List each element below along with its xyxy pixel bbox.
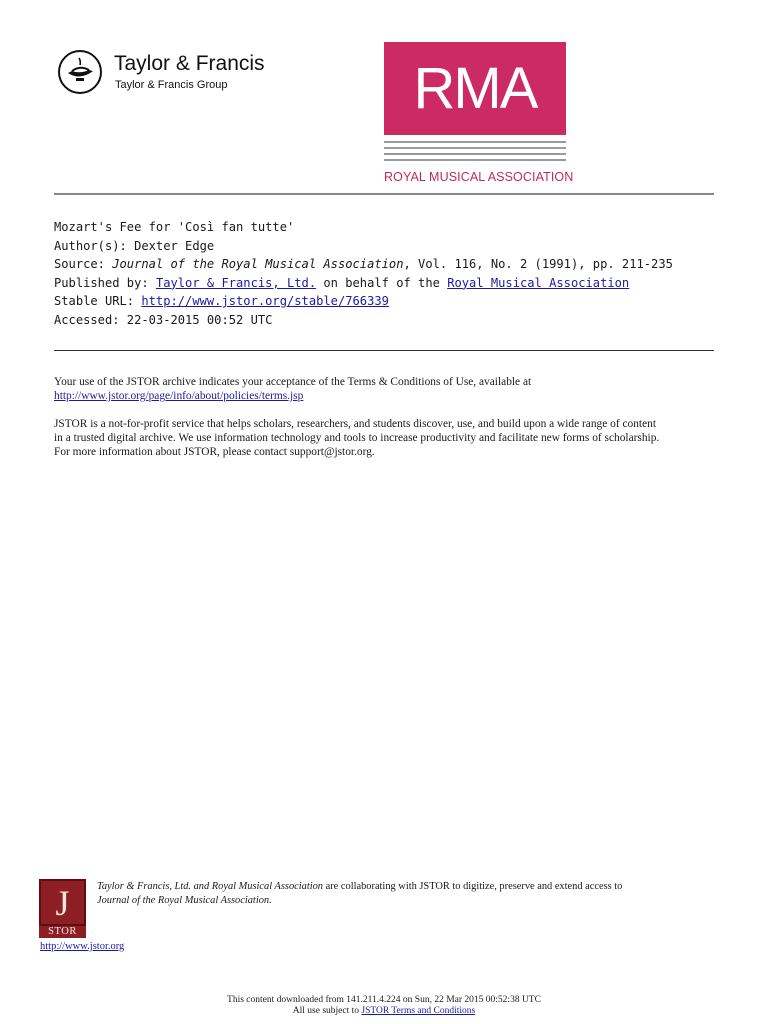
published-line: [54, 274, 734, 293]
rma-stripe: [384, 147, 566, 149]
rma-stripe: [384, 159, 566, 161]
collab-journal: Journal of the Royal Musical Association.: [97, 895, 272, 906]
rma-letters: RMA: [413, 55, 537, 121]
source-details: , Vol. 116, No. 2 (1991), pp. 211-235: [403, 257, 673, 272]
society-link[interactable]: Royal Musical Association: [447, 275, 630, 290]
source-line: [54, 255, 734, 274]
about-line: JSTOR is a not-for-profit service that helps scholars, researchers, and students discover, use, and build upon a wide range of content: [54, 418, 657, 430]
source-label: Source:: [54, 257, 113, 272]
author-line: [54, 237, 734, 256]
jstor-letter: J: [55, 883, 70, 923]
rma-caption: ROYAL MUSICAL ASSOCIATION: [384, 170, 574, 184]
jstor-logo[interactable]: [39, 879, 86, 938]
rma-stripe: [384, 153, 566, 155]
citation-block: [54, 218, 734, 330]
header-divider: [54, 193, 714, 195]
stable-url-label: Stable URL:: [54, 294, 142, 309]
author-label: Author(s):: [54, 238, 135, 253]
terms-notice: [54, 375, 724, 403]
published-label: Published by:: [54, 275, 156, 290]
subject-notice: [0, 1006, 768, 1017]
download-notice: This content downloaded from 141.211.4.224 on Sun, 22 Mar 2015 00:52:38 UTC: [227, 995, 541, 1005]
oil-lamp-icon: [58, 50, 102, 94]
jstor-wordmark: STOR: [39, 926, 86, 938]
collab-partners: Taylor & Francis, Ltd. and Royal Musical Association: [97, 881, 324, 892]
jstor-home-link[interactable]: http://www.jstor.org: [40, 941, 125, 952]
stable-url-link[interactable]: http://www.jstor.org/stable/766339: [141, 294, 389, 309]
publisher-name: Taylor & Francis: [114, 52, 265, 75]
collaboration-notice: [97, 880, 737, 908]
author-name: Dexter Edge: [134, 238, 215, 253]
collab-text: are collaborating with JSTOR to digitize, preserve and extend access to: [323, 881, 623, 892]
accessed-line: Accessed: 22-03-2015 00:52 UTC: [54, 312, 273, 327]
jstor-about: [54, 417, 724, 459]
citation-divider: [54, 350, 714, 351]
about-line: in a trusted digital archive. We use information technology and tools to increase productivity and facilitate new forms of scholarship.: [54, 432, 660, 444]
terms-line: Your use of the JSTOR archive indicates your acceptance of the Terms & Conditions of Use, available at: [54, 376, 532, 388]
subject-prefix: All use subject to: [292, 1006, 362, 1016]
stable-url-line: [54, 292, 734, 311]
taylor-francis-logo: [58, 48, 288, 100]
jstor-terms-link[interactable]: JSTOR Terms and Conditions: [361, 1006, 476, 1016]
on-behalf-text: on behalf of the: [316, 275, 448, 290]
rma-stripe: [384, 141, 566, 143]
article-title: Mozart's Fee for 'Così fan tutte': [54, 220, 295, 234]
jstor-emblem: [39, 879, 86, 926]
about-line: For more information about JSTOR, please contact support@jstor.org.: [54, 446, 375, 458]
rma-box: [384, 42, 566, 135]
publisher-group: Taylor & Francis Group: [115, 79, 228, 91]
terms-url-link[interactable]: http://www.jstor.org/page/info/about/policies/terms.jsp: [54, 390, 304, 402]
publisher-link[interactable]: Taylor & Francis, Ltd.: [155, 275, 317, 290]
rma-logo: [384, 42, 574, 188]
journal-title: Journal of the Royal Musical Association: [112, 257, 404, 272]
